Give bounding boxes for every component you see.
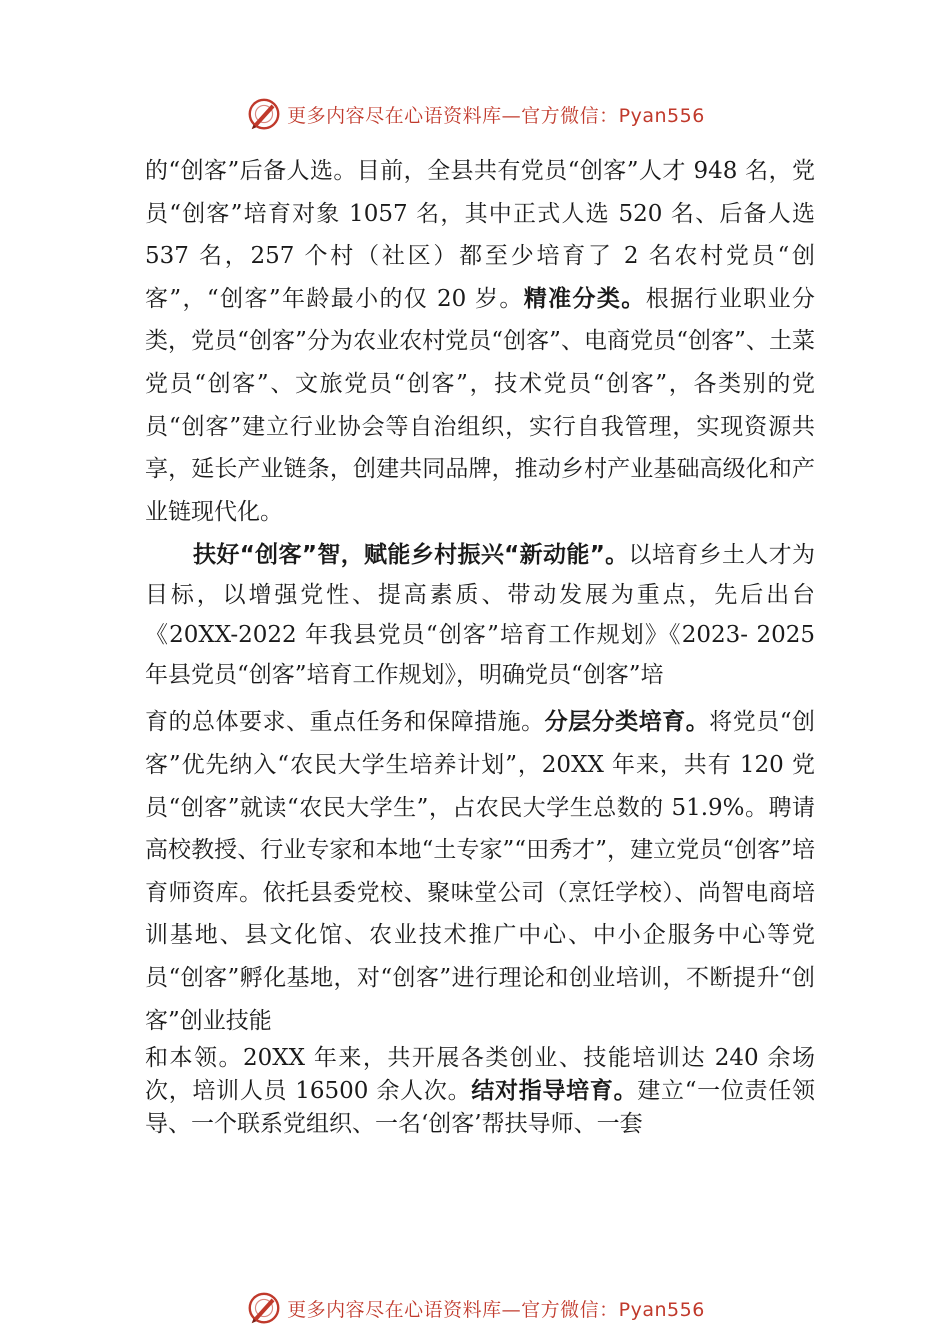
body-text: 的“创客”后备人选。目前，全县共有党员“创客”人才 948 名，党员“创客”培育对象 1057 名，其中正式人选 520 名、后备人选 537 名，257 个村（社区）都至少培育了 2 名农村党员“创客”，“创客”年龄最小的仅 20 岁。 <box>145 158 815 312</box>
body-text: 以培育乡土人才为目标，以增强党性、提高素质、带动发展为重点，先后出台《20XX-2022 年我县党员“创客”培育工作规划》《2023- 2025 年县党员“创客”培育工作规划》，明确党员“创客”培 <box>145 542 816 689</box>
paragraph <box>145 701 815 1042</box>
footer-watermark <box>0 1288 950 1328</box>
header-watermark <box>0 94 950 134</box>
body-text: 育的总体要求、重点任务和保障措施。 <box>145 709 545 736</box>
body-text: 和本领。20XX 年来，共开展各类创业、技能培训达 240 余场次，培训人员 16500 余人次。 <box>145 1045 815 1105</box>
paragraph <box>145 150 815 533</box>
body-text: 将党员“创客”优先纳入“农民大学生培养计划”，20XX 年来，共有 120 党员“创客”就读“农民大学生”，占农民大学生总数的 51.9%。聘请高校教授、行业专家和本地“土专家”“田秀才”，建立党员“创客”培育师资库。依托县委党校、聚味堂公司（烹饪学校）、尚智电商培训基地、县文化馆、农业技术推广中心、中小企服务中心等党员“创客”孵化基地，对“创客”进行理论和创业培训，不断提升“创客”创业技能 <box>145 709 816 1034</box>
watermark-text: 更多内容尽在心语资料库—官方微信：Pyan556 <box>287 1298 705 1321</box>
bold-heading-text: 结对指导培育。 <box>471 1078 638 1105</box>
body-text: 根据行业职业分类，党员“创客”分为农业农村党员“创客”、电商党员“创客”、土菜党员“创客”、文旅党员“创客”，技术党员“创客”，各类别的党员“创客”建立行业协会等自治组织，实行自我管理，实现资源共享，延长产业链条，创建共同品牌，推动乡村产业基础高级化和产业链现代化。 <box>145 285 816 525</box>
pen-logo-icon <box>245 95 283 133</box>
bold-heading-text: 分层分类培育。 <box>544 709 710 736</box>
pen-logo-icon <box>245 1289 283 1327</box>
bold-heading-text: 精准分类。 <box>523 285 646 312</box>
bold-heading-text: 扶好“创客”智，赋能乡村振兴“新动能”。 <box>193 542 629 569</box>
paragraph <box>145 535 815 695</box>
document-body <box>145 150 815 1141</box>
watermark-text: 更多内容尽在心语资料库—官方微信：Pyan556 <box>287 104 705 127</box>
body-text: 建立“一位责任领导、一个联系党组织、一名‘创客’帮扶导师、一套 <box>145 1078 816 1138</box>
paragraph <box>145 1042 815 1141</box>
